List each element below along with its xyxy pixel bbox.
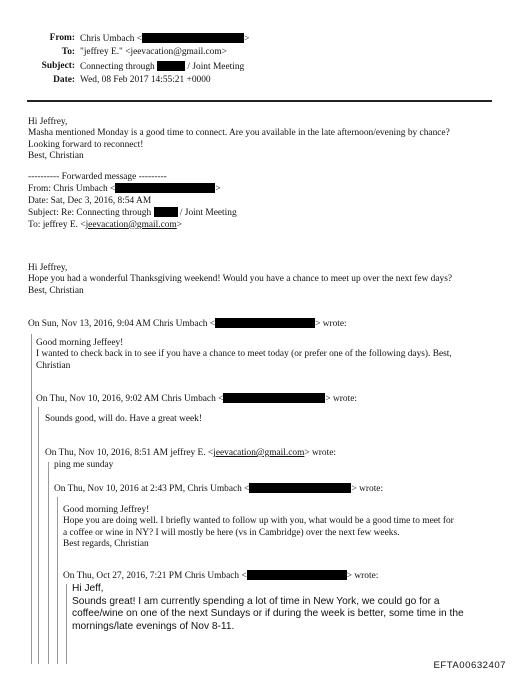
message-greeting: Hi Jeffrey, [28, 263, 68, 273]
quote-bar [31, 334, 32, 664]
quote-line: a coffee or wine in NY? I will mostly be here (vs in Cambridge) over the next few weeks. [63, 527, 400, 538]
quote-line: Sounds great! I am currently spending a lot of time in New York, we could go for a [72, 595, 440, 607]
quote-line: Good morning Jeffrey! [63, 505, 150, 515]
forwarded-to: To: jeffrey E. < [28, 219, 86, 230]
header-from-label: From: [49, 33, 75, 43]
forwarded-subject: Subject: Re: Connecting through [28, 208, 152, 219]
redaction-box [115, 183, 215, 193]
quote-body [72, 583, 464, 633]
quote-line: Sounds good, will do. Have a great week! [45, 414, 202, 424]
redaction-box [223, 393, 325, 403]
quote-line: ping me sunday [54, 460, 114, 470]
quote-body [54, 460, 113, 471]
header-from-suffix: > [244, 34, 250, 44]
forwarded-date: Date: Sat, Dec 3, 2016, 8:54 AM [28, 195, 152, 206]
redaction-box [154, 207, 178, 217]
redaction-box [247, 570, 347, 580]
email-header [0, 33, 400, 93]
quote-attribution: On Thu, Nov 10, 2016, 8:51 AM jeffrey E. <jeevacation@gmail.com> wrote: [45, 448, 336, 458]
header-date-label: Date: [53, 75, 75, 85]
header-to-value: "jeffrey E." <jeevacation@gmail.com> [80, 47, 227, 57]
quote-bar [48, 462, 49, 664]
header-subject-row [0, 61, 400, 73]
quote-body [45, 414, 202, 425]
redaction-box [249, 483, 351, 493]
redaction-box [215, 318, 315, 328]
header-to-row [0, 47, 400, 59]
quote-line: coffee/wine on one of the next Sundays or if during the week is better, some time in the [72, 608, 464, 620]
header-from-row [0, 33, 400, 45]
forwarded-marker: ---------- Forwarded message --------- [28, 172, 167, 182]
quote-bar [38, 407, 39, 664]
body-line: Looking forward to reconnect! [28, 139, 144, 150]
quote-body [36, 338, 452, 372]
quote-bar [66, 584, 67, 664]
quote-attribution: On Thu, Nov 10, 2016, 9:02 AM Chris Umbach < > wrote: [36, 394, 357, 404]
quote-body [63, 505, 454, 551]
forwarded-block: ---------- Forwarded message --------- From: Chris Umbach < > Date: Sat, Dec 3, 2016, 8:54 AM Subject: Re: Connecting through / Joint Meeting To: jeffrey E. <jeevacation@gmail.com> [28, 172, 237, 230]
quote-attribution: On Thu, Nov 10, 2016 at 2:43 PM, Chris Umbach < > wrote: [54, 484, 384, 494]
header-from-value: Chris Umbach < [80, 34, 143, 44]
quote-line: Good morning Jeffeey! [36, 338, 124, 348]
message-thanksgiving [28, 263, 452, 297]
header-divider [27, 100, 492, 102]
quote-attribution: On Sun, Nov 13, 2016, 9:04 AM Chris Umbach < > wrote: [28, 319, 347, 329]
quote-attribution: On Thu, Oct 27, 2016, 7:21 PM Chris Umbach < > wrote: [63, 571, 379, 581]
forwarded-from: From: Chris Umbach < [28, 184, 116, 195]
message-signature: Best, Christian [28, 285, 84, 296]
document-id: EFTA00632407 [433, 660, 506, 671]
body-signature: Best, Christian [28, 151, 84, 162]
header-subject-suffix: / Joint Meeting [187, 62, 245, 72]
header-subject-label: Subject: [41, 61, 75, 71]
redaction-box [157, 61, 185, 71]
body-greeting: Hi Jeffrey, [28, 117, 68, 127]
quote-line: mornings/late evenings of Nov 8-11. [72, 620, 235, 632]
email-link[interactable]: jeevacation@gmail.com [213, 448, 305, 458]
message-body [28, 117, 450, 163]
quote-line: I wanted to check back in to see if you have a chance to meet today (or prefer one of the following days). Best, [36, 349, 452, 360]
header-subject-prefix: Connecting through [80, 62, 155, 72]
header-date-value: Wed, 08 Feb 2017 14:55:21 +0000 [80, 75, 211, 85]
email-link[interactable]: jeevacation@gmail.com [85, 219, 177, 230]
quote-bar [57, 497, 58, 664]
quote-line: Best regards, Christian [63, 539, 149, 550]
quote-line: Hi Jeff, [72, 583, 104, 594]
header-to-label: To: [61, 47, 75, 57]
redaction-box [142, 33, 244, 43]
quote-line: Christian [36, 360, 71, 371]
message-line: Hope you had a wonderful Thanksgiving weekend! Would you have a chance to meet up over the next few days? [28, 274, 453, 285]
body-line: Masha mentioned Monday is a good time to connect. Are you available in the late afternoon/evening by chance? [28, 128, 450, 139]
quote-line: Hope you are doing well. I briefly wanted to follow up with you, what would be a good time to meet for [63, 516, 454, 527]
header-date-row [0, 75, 400, 87]
